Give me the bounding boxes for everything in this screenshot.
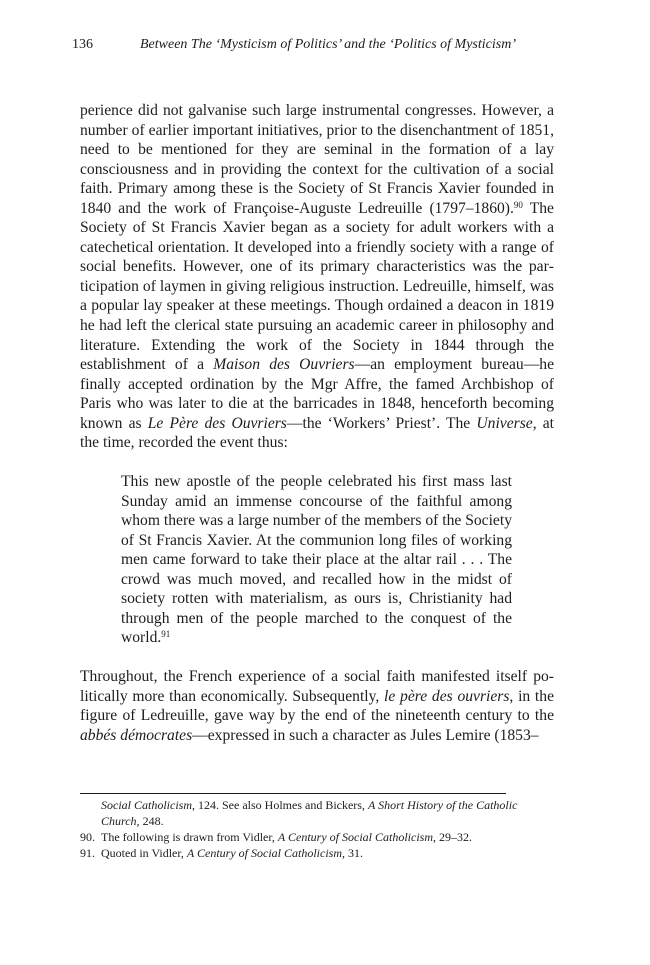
italic-text: Maison des Ouvriers [213,356,355,374]
italic-text: A Century of Social Catholicism, [186,846,346,860]
italic-text: Le Père des Ouvriers [147,414,287,432]
text-run: —expressed in such a character as Jules Lemire (1853– [192,726,539,744]
text-run: Quoted in Vidler, [101,846,187,860]
text-run: —the ‘Workers’ Priest’. The [286,414,477,432]
text-run: The following is drawn from Vidler, [101,830,278,844]
running-title: Between The ‘Mysticism of Politics’ and the ‘Politics of Mysticism’ [140,37,516,52]
footnote-continuation [80,797,554,829]
footnote-number: 91. [80,846,95,860]
footnote-divider [80,793,506,794]
footnote-number: 90. [80,830,95,844]
block-quote [121,472,512,648]
italic-text: A Century of Social Catholicism [277,830,433,844]
italic-text: Social Catholicism [101,798,192,812]
text-run: —an employment bureau—he finally accepted ordination by the Mgr Affre, the famed Archbishop of Paris who was later to die at the barricades in 1848, henceforth becoming known as [80,356,555,432]
text-run: 31. [345,846,364,860]
text-run: The Society of St Francis Xavier began as a society for adult workers with a catechetical orientation. It developed into a friendly society with a range of social benefits. However, one of its primary characteristics was the participation of laymen in giving religious instruction. Ledreuille, himself, was a popular lay speaker at these meetings. Though ordained a deacon in 1819 he had left the clerical state pursuing an academic career in philosophy and literature. Extending the work of the Society in 1844 through the establishment of a [80,199,554,374]
italic-text: le père des ouvriers [384,687,510,705]
text-run: , at the time, recorded the event thus: [80,414,554,452]
footnote-90 [80,829,554,845]
text-run: , 29–32. [433,830,472,844]
text-run: , in the figure of Ledreuille, gave way by the end of the nineteenth century to the [80,687,554,725]
body-paragraph-1 [80,101,554,453]
footnote-ref-90[interactable]: 90 [513,199,523,210]
text-run: , 124. See also Holmes and Bickers, [192,798,368,812]
footnote-91 [80,845,554,861]
italic-text: Universe [476,414,533,432]
footnotes [80,797,554,861]
footnote-ref-91[interactable]: 91 [161,629,171,640]
italic-text: abbés démocrates [80,726,193,744]
body-paragraph-2 [80,667,554,745]
text-run: perience did not galvanise such large instrumental congresses. However, a number of earlier important initiatives, prior to the disenchantment of 1851, need to be mentioned for they are seminal in the formation of a lay consciousness and in providing the context for the cultivation of a social faith. Primary among these is the Society of St Francis Xavier founded in 1840 and the work of Françoise-Auguste Ledreuille (1797–1860). [80,102,554,217]
text-run: Throughout, the French experience of a social faith manifested itself politically more than economically. Subsequently, [80,668,554,705]
page-number: 136 [72,37,93,52]
quote-text: This new apostle of the people celebrated his first mass last Sunday amid an immense concourse of the faithful among whom there was a large number of the members of the Society of St Francis Xavier. At the communion long files of working men came forward to take their place at the altar rail . . . The crowd was much moved, and recalled how in the midst of society rotten with materialism, as ours is, Christianity had through men of the people marched to the conquest of the world. [121,473,512,647]
text-run: 248. [139,814,164,828]
italic-text: A Short History of the Catholic Church, [101,798,518,828]
